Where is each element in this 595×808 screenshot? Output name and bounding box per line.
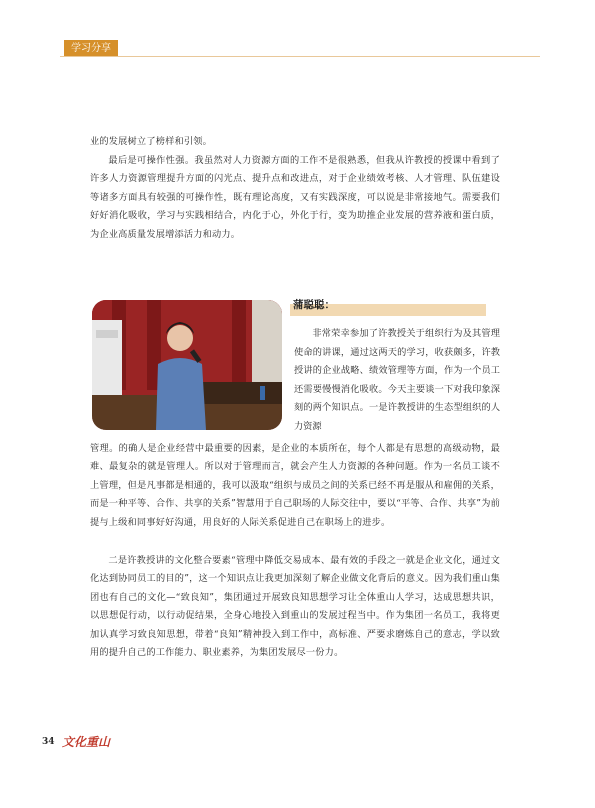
ecology-paragraph: 管理。的确人是企业经营中最重要的因素，是企业的本质所在，每个人都是有思想的高级动物，最难、最复杂的就是管理人。所以对于管理而言，就会产生人力资源的各种问题。作为一名员工谈不上管理，但是凡事都是相通的，我可以汲取“组织与成员之间的关系已经不再是服从和雇佣的关系，而是一种平等、合作、共享的关系”智慧用于自己职场的人际交往中，要以“平等、合作、共享”为前提与上级和同事好好沟通，用良好的人际关系促进自己在职场上的进步。 xyxy=(90,443,500,528)
operability-paragraph: 最后是可操作性强。我虽然对人力资源方面的工作不是很熟悉，但我从许教授的授课中看到了许多人力资源管理提升方面的闪光点、提升点和改进点，对于企业绩效考核、人才管理、队伍建设等诸多方面具有较强的可操作性，既有理论高度，又有实践深度，可以说是非常接地气。需要我们好好消化吸收，学习与实践相结合，内化于心，外化于行，变为助推企业发展的营养液和蛋白质，为企业高质量发展增添活力和动力。 xyxy=(90,155,500,240)
intro-paragraph: 业的发展树立了榜样和引领。 xyxy=(90,136,213,147)
page-number: 34 xyxy=(42,737,55,747)
culture-paragraph: 二是许教授讲的文化整合要素“管理中降低交易成本、最有效的手段之一就是企业文化，通过文化达到协同员工的目的”，这一个知识点让我更加深刻了解企业做文化背后的意义。因为我们重山集团也有自己的文化—“致良知”，集团通过开展致良知思想学习让全体重山人学习，达成思想共识，以思想促行动，以行动促结果，全身心地投入到重山的发展过程当中。作为集团一名员工，我将更加认真学习致良知思想，带着“良知”精神投入到工作中，高标准、严要求磨炼自己的意志，学以致用的提升自己的工作能力、职业素养，为集团发展尽一份力。 xyxy=(90,555,500,659)
section-tag: 学习分享 xyxy=(64,40,118,57)
header-divider xyxy=(60,56,540,57)
speaker-name: 蒲聪聪： xyxy=(293,299,335,311)
speaker-intro-text: 非常荣幸参加了许教授关于组织行为及其管理使命的讲课，通过这两天的学习，收获颇多，许教授讲的企业战略、绩效管理等方面，作为一个员工还需要慢慢消化吸收。今天主要谈一下对我印象深刻的两个知识点。 xyxy=(294,328,500,414)
speaker-intro-paragraph xyxy=(294,325,500,437)
brand-logo: 文化重山 xyxy=(62,735,111,749)
speaker-photo xyxy=(92,300,282,430)
ecology-paragraph-start: 一是许教授讲的生态型组织的人力资源 xyxy=(294,402,501,432)
